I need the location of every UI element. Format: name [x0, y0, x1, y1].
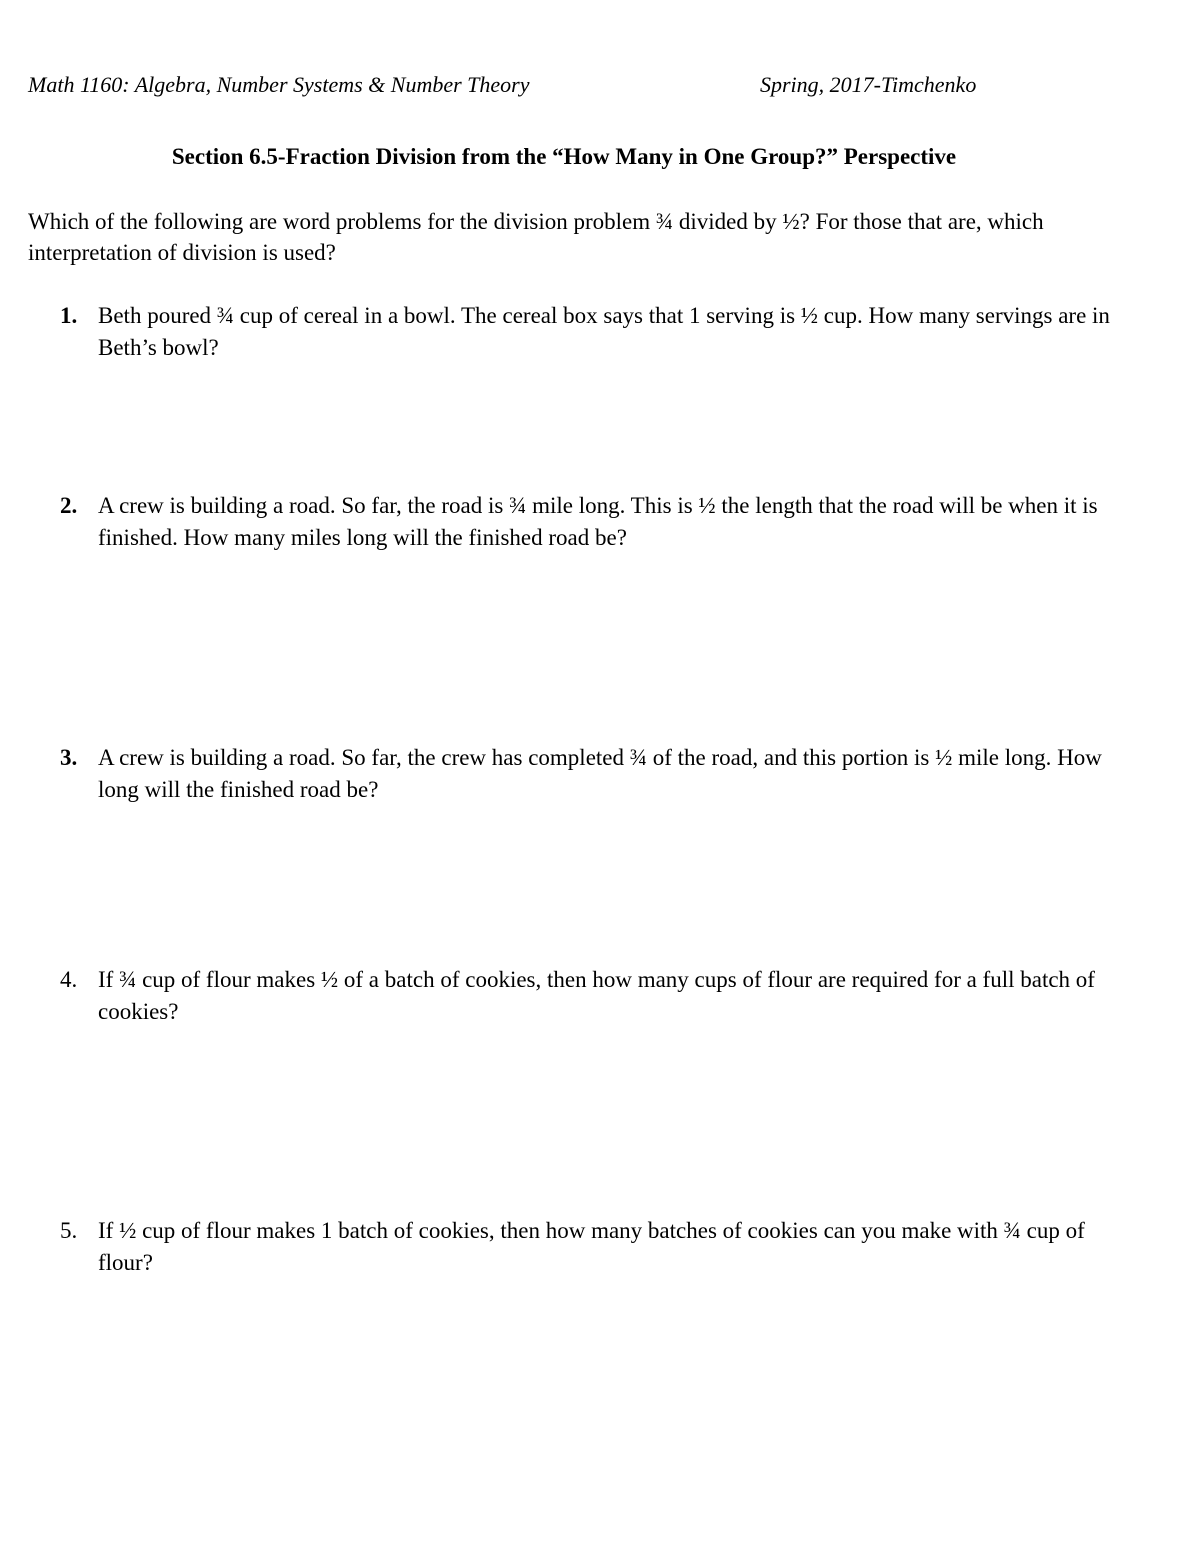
intro-question: Which of the following are word problems for the division problem ¾ divided by ½? For those that are, which interpretation of division is used? — [28, 209, 1044, 265]
problem-text: A crew is building a road. So far, the crew has completed ¾ of the road, and this portion is ½ mile long. How long will the finished road be? — [98, 745, 1102, 802]
problem-text: If ½ cup of flour makes 1 batch of cookies, then how many batches of cookies can you make with ¾ cup of flour? — [98, 1218, 1085, 1275]
section-title: Section 6.5-Fraction Division from the “How Many in One Group?” Perspective — [171, 144, 957, 169]
problem-number: 1. — [60, 303, 78, 328]
problem-item — [60, 742, 1120, 806]
problem-number: 4. — [60, 967, 78, 992]
problem-number: 2. — [60, 493, 78, 518]
problem-number: 5. — [60, 1218, 78, 1243]
problem-text: A crew is building a road. So far, the road is ¾ mile long. This is ½ the length that the road will be when it is finished. How many miles long will the finished road be? — [98, 493, 1098, 550]
term-header: Spring, 2017-Timchenko — [760, 72, 977, 97]
problem-item — [60, 1215, 1120, 1279]
problem-item — [60, 490, 1120, 554]
problem-text: Beth poured ¾ cup of cereal in a bowl. The cereal box says that 1 serving is ½ cup. How many servings are in Beth’s bowl? — [98, 303, 1110, 360]
problem-item — [60, 300, 1120, 364]
problem-text: If ¾ cup of flour makes ½ of a batch of cookies, then how many cups of flour are required for a full batch of cookies? — [98, 967, 1095, 1024]
problem-item — [60, 964, 1120, 1028]
course-header: Math 1160: Algebra, Number Systems & Number Theory — [28, 72, 530, 97]
problem-number: 3. — [60, 745, 78, 770]
